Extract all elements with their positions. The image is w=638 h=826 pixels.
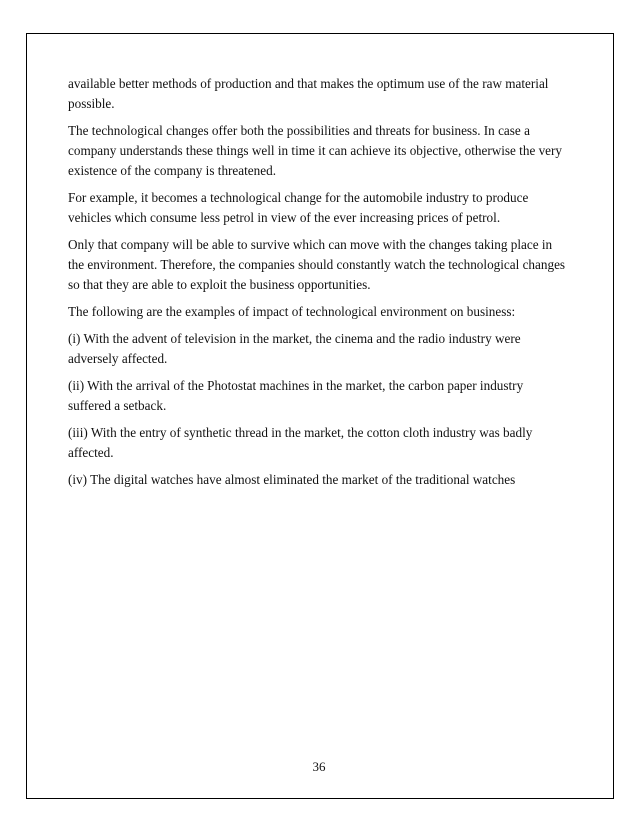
paragraph-examples-intro: The following are the examples of impact of technological environment on business: [68,304,516,319]
list-item-digital-watches: (iv) The digital watches have almost eliminated the market of the traditional watches [68,472,516,487]
page-number: 36 [312,759,326,774]
paragraph-automobile-example: For example, it becomes a technological change for the automobile industry to produce vehicles which consume less petrol in view of the ever increasing prices of petrol. [68,190,529,225]
list-item-synthetic-thread: (iii) With the entry of synthetic thread in the market, the cotton cloth industry was badly affected. [68,425,533,460]
paragraph-technological-changes: The technological changes offer both the possibilities and threats for business. In case a company understands these things well in time it can achieve its objective, otherwise the very existence of the company is threatened. [68,123,563,178]
list-item-photostat: (ii) With the arrival of the Photostat machines in the market, the carbon paper industry suffered a setback. [68,378,524,413]
document-body [68,74,568,497]
list-item-television: (i) With the advent of television in the market, the cinema and the radio industry were adversely affected. [68,331,521,366]
paragraph-survival: Only that company will be able to survive which can move with the changes taking place in the environment. Therefore, the companies should constantly watch the technological changes so that they are able to exploit the business opportunities. [68,237,566,292]
paragraph-intro-continuation: available better methods of production and that makes the optimum use of the raw material possible. [68,76,549,111]
